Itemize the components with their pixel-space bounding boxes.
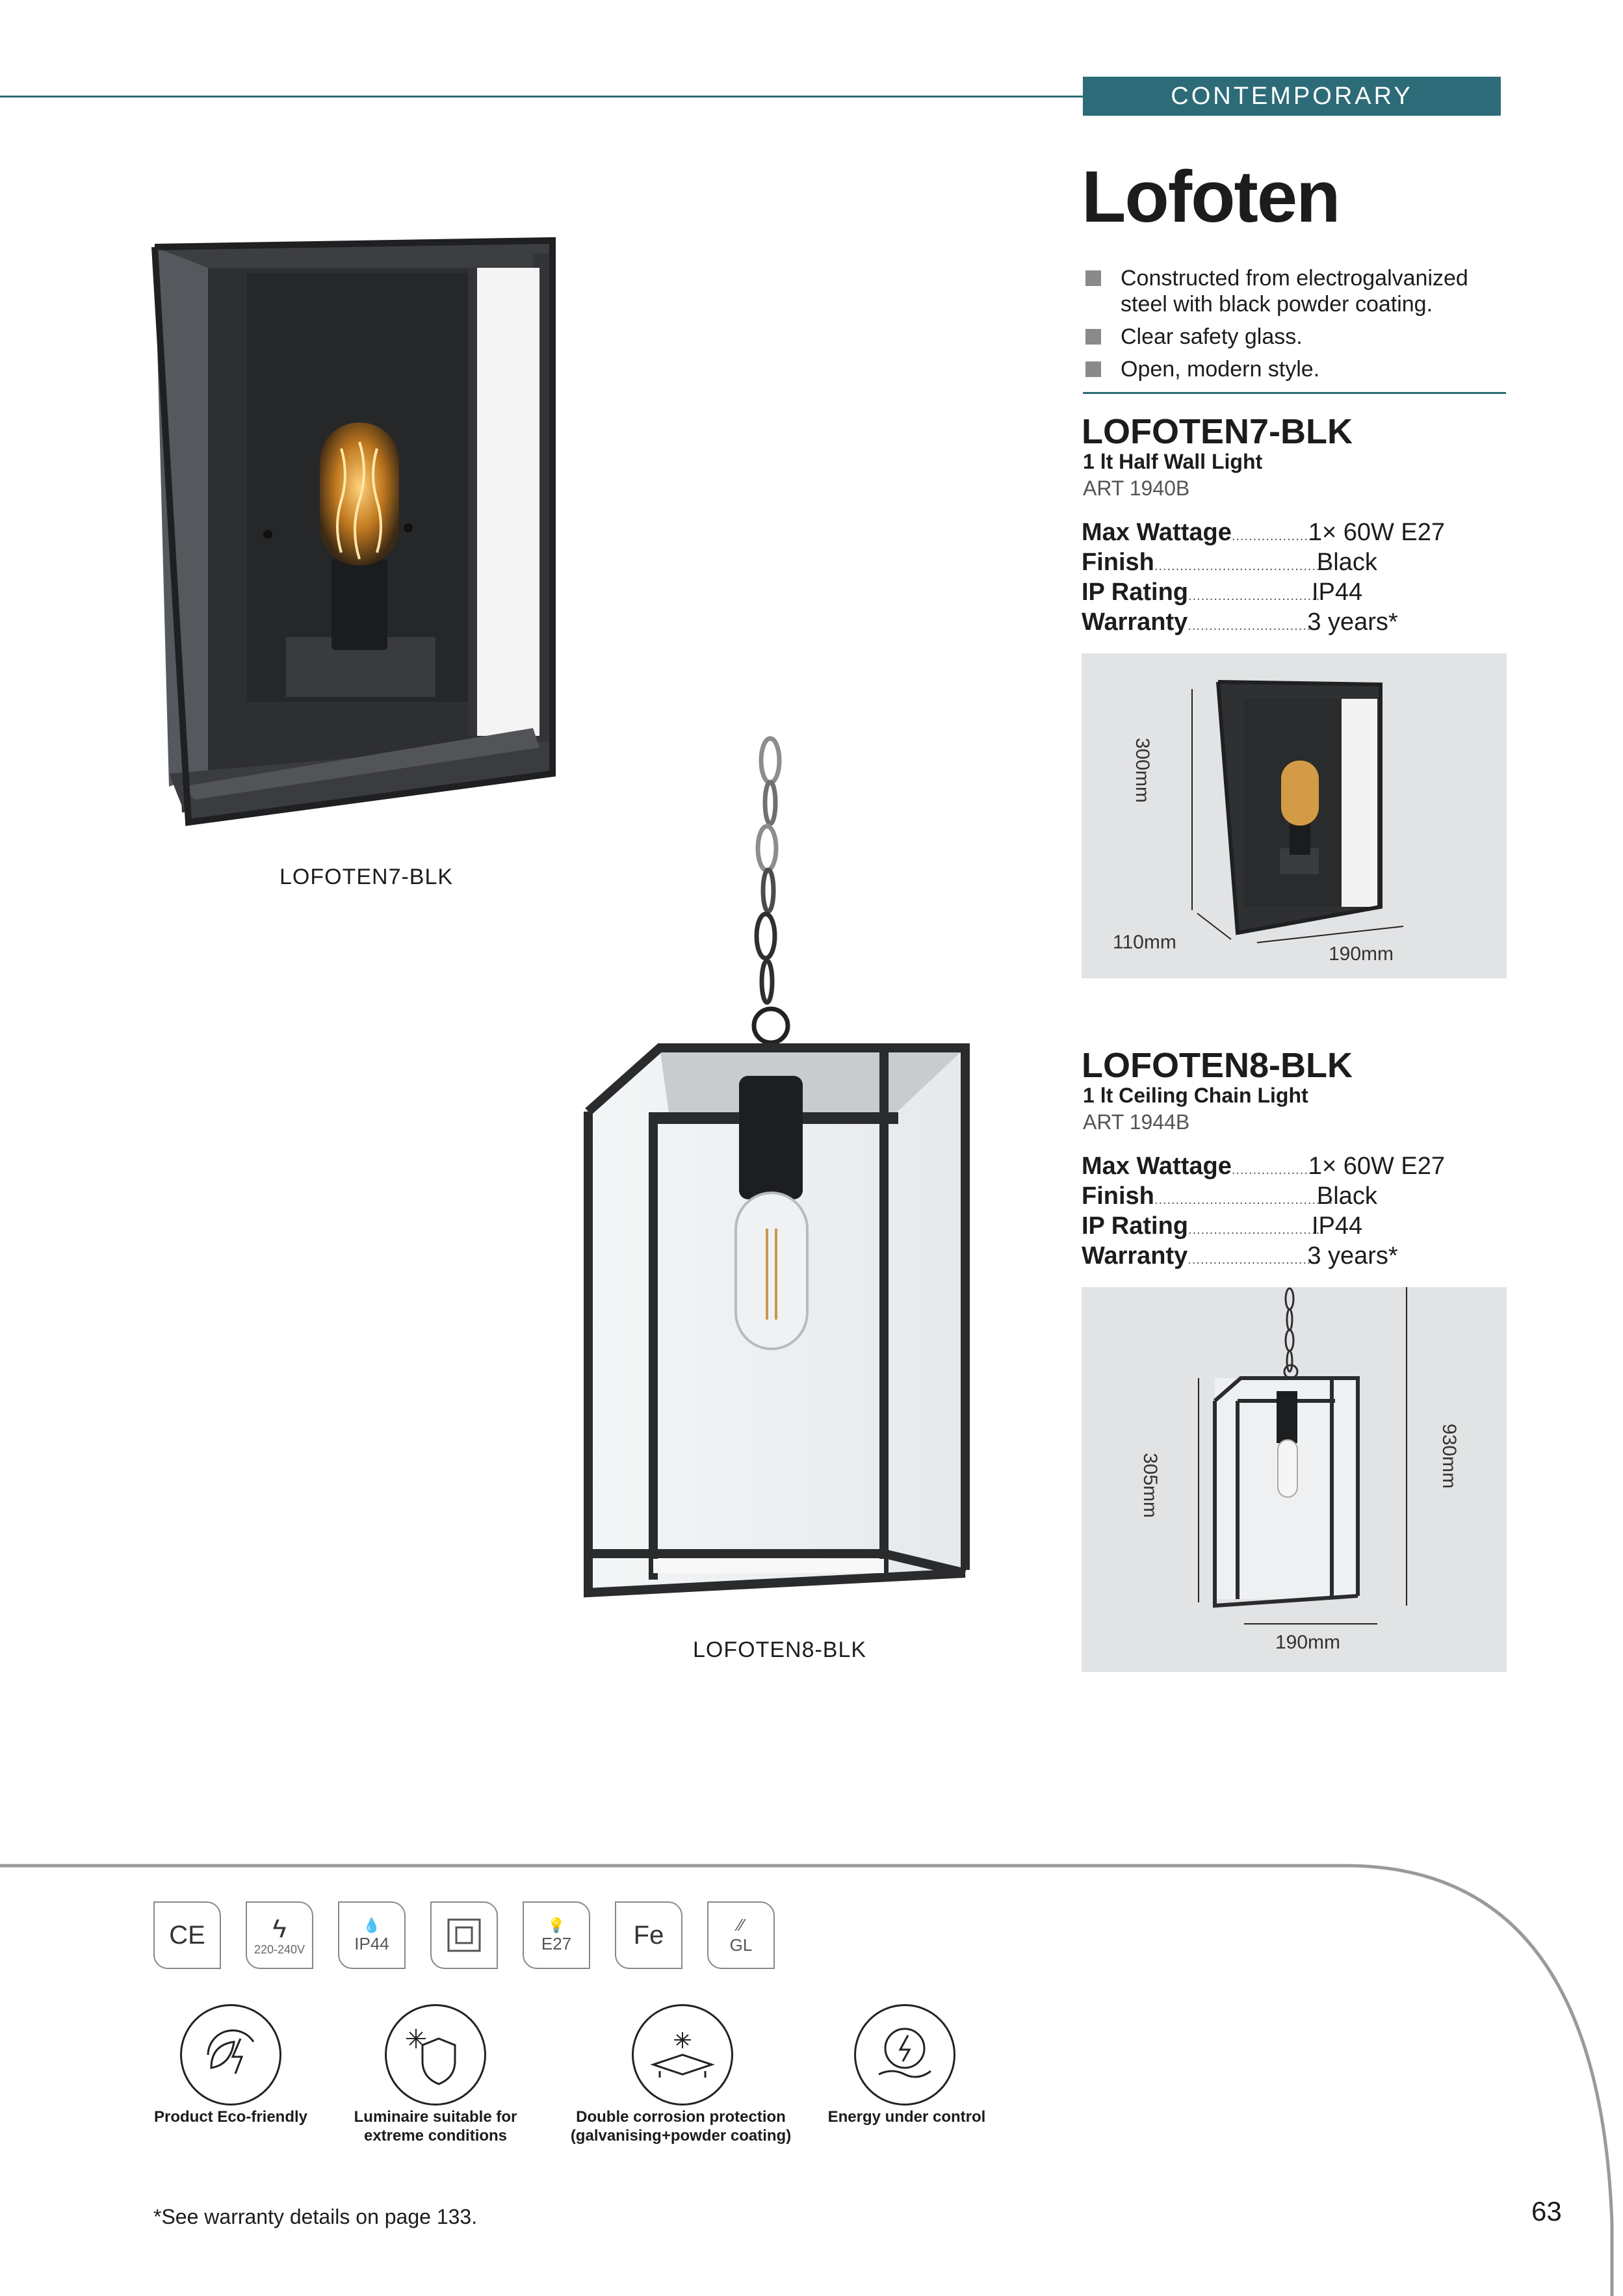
feature-item: Open, modern style. [1083,356,1512,382]
wall-light-caption: LOFOTEN7-BLK [279,865,454,889]
spec-table [1082,519,1504,638]
spec-row: Warranty ............................... 3 years* [1082,608,1398,636]
corrosion-protection-icon [632,2004,733,2106]
model-code: LOFOTEN7-BLK [1082,412,1353,451]
dimension-drawing-pendant [1082,1287,1507,1672]
spec-row: Warranty ............................... 3 years* [1082,1242,1398,1270]
pendant-light-caption: LOFOTEN8-BLK [693,1637,867,1662]
pendant-light-image [572,735,988,1606]
voltage-icon: ϟ 220-240V [246,1901,313,1969]
class-two-insulation-icon [430,1901,498,1969]
page-number: 63 [1531,2196,1562,2226]
dim-width: 190mm [1275,1632,1341,1653]
feature-list [1083,265,1512,389]
ip-rating-icon: 💧 IP44 [338,1901,406,1969]
dim-height: 300mm [1132,738,1153,803]
eco-friendly-icon [180,2004,281,2106]
category-label: CONTEMPORARY [1083,77,1501,116]
benefit-label: Energy under control [827,2108,986,2126]
model-art-number: ART 1944B [1083,1110,1190,1134]
bullet-square-icon [1085,270,1101,286]
model-subtitle: 1 lt Half Wall Light [1083,450,1263,473]
spec-row: Finish .......................................... Black [1082,549,1377,576]
spec-row: IP Rating ................................ IP44 [1082,579,1363,606]
spec-table [1082,1153,1504,1272]
feature-rule [1083,392,1506,394]
bullet-square-icon [1085,361,1101,377]
model-code: LOFOTEN8-BLK [1082,1046,1353,1085]
dimension-drawing-wall [1082,653,1507,978]
iron-fe-icon: Fe [615,1901,682,1969]
header-rule [0,96,1083,98]
spec-row: Finish .......................................... Black [1082,1182,1377,1210]
energy-control-icon [854,2004,955,2106]
benefit-label: Double corrosion protection (galvanising+powder coating) [570,2108,792,2145]
model-art-number: ART 1940B [1083,476,1190,500]
ce-mark-icon: CE [153,1901,221,1969]
feature-item: Clear safety glass. [1083,324,1512,350]
dim-depth: 110mm [1113,932,1176,953]
spec-row: Max Wattage .................... 1× 60W E27 [1082,1153,1446,1180]
wall-light-image [143,234,565,832]
wall-light-thumbnail [1082,653,1507,978]
benefit-label: Luminaire suitable for extreme conditions [354,2108,517,2145]
spec-row: Max Wattage .................... 1× 60W E27 [1082,519,1446,546]
product-title: Lofoten [1082,156,1340,237]
glow-wire-gl-icon: ⁄⁄ GL [707,1901,775,1969]
bulb-e27-icon: 💡 E27 [523,1901,590,1969]
feature-item: Constructed from electrogalvanized steel with black powder coating. [1083,265,1512,317]
model-subtitle: 1 lt Ceiling Chain Light [1083,1084,1308,1107]
dim-drop: 930mm [1438,1424,1460,1489]
extreme-conditions-icon [385,2004,486,2106]
bullet-square-icon [1085,329,1101,345]
dim-height: 305mm [1139,1453,1161,1519]
benefit-label: Product Eco-friendly [153,2108,308,2126]
warranty-footnote: *See warranty details on page 133. [153,2205,478,2228]
dim-width: 190mm [1329,943,1394,965]
spec-row: IP Rating ................................ IP44 [1082,1212,1363,1240]
